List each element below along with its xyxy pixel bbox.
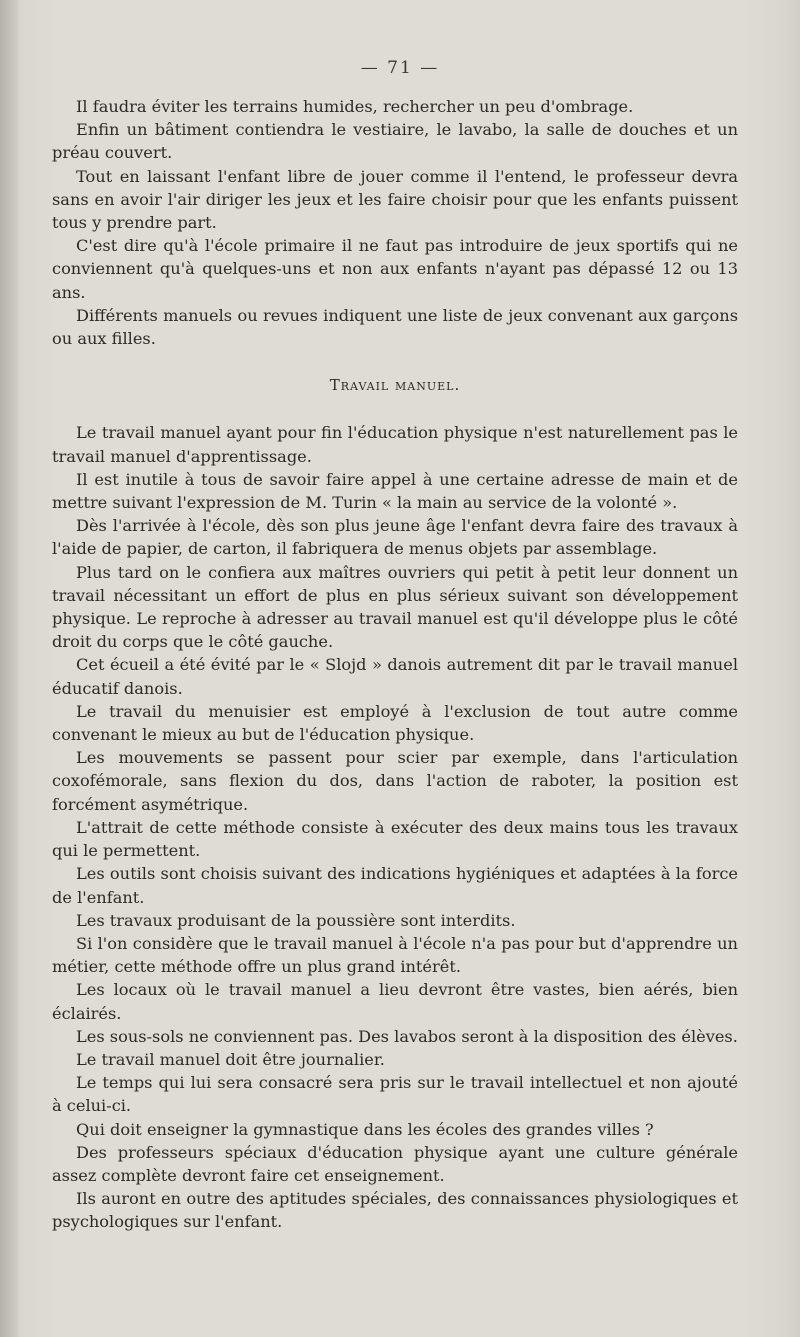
paragraph: Les locaux où le travail manuel a lieu devront être vastes, bien aérés, bien éclairés. bbox=[52, 980, 738, 1023]
paragraph: Des professeurs spéciaux d'éducation physique ayant une culture générale assez complète devront faire cet enseignement. bbox=[52, 1142, 738, 1185]
paragraph: Les outils sont choisis suivant des indications hygiéniques et adaptées à la force de l'enfant. bbox=[52, 864, 738, 907]
section-title: Travail manuel. bbox=[329, 376, 461, 395]
paragraph: Il est inutile à tous de savoir faire appel à une certaine adresse de main et de mettre suivant l'expression de M. Turin « la main au service de la volonté ». bbox=[52, 469, 738, 513]
paragraph: Si l'on considère que le travail manuel à l'école n'a pas pour but d'apprendre un métier, cette méthode offre un plus grand intérêt. bbox=[52, 933, 738, 977]
page-number: — 71 — bbox=[360, 58, 440, 78]
paragraph: C'est dire qu'à l'école primaire il ne faut pas introduire de jeux sportifs qui ne conviennent qu'à quelques-uns et non aux enfants n'ayant pas dépassé 12 ou 13 ans. bbox=[52, 236, 738, 302]
paragraph: Les mouvements se passent pour scier par exemple, dans l'articulation coxofémorale, sans flexion du dos, dans l'action de raboter, la position est forcément asymétrique. bbox=[52, 748, 738, 814]
paragraph: Tout en laissant l'enfant libre de jouer comme il l'entend, le professeur devra sans en avoir l'air diriger les jeux et les faire choisir pour que les enfants puissent tous y prendre part. bbox=[52, 166, 738, 233]
paragraph: Différents manuels ou revues indiquent une liste de jeux convenant aux garçons ou aux filles. bbox=[52, 305, 738, 349]
paragraph: Le travail du menuisier est employé à l'exclusion de tout autre comme convenant le mieux au but de l'éducation physique. bbox=[52, 701, 738, 745]
paragraph: L'attrait de cette méthode consiste à exécuter des deux mains tous les travaux qui le permettent. bbox=[52, 817, 738, 861]
paragraph: Les sous-sols ne conviennent pas. Des lavabos seront à la disposition des élèves. bbox=[76, 1026, 738, 1046]
paragraph: Les travaux produisant de la poussière sont interdits. bbox=[76, 910, 516, 930]
paragraph: Ils auront en outre des aptitudes spéciales, des connaissances physiologiques et psychologiques sur l'enfant. bbox=[52, 1189, 738, 1232]
paragraph: Qui doit enseigner la gymnastique dans les écoles des grandes villes ? bbox=[76, 1119, 654, 1139]
paragraph: Le travail manuel ayant pour fin l'éducation physique n'est naturellement pas le travail manuel d'apprentissage. bbox=[52, 423, 738, 466]
paragraph: Dès l'arrivée à l'école, dès son plus jeune âge l'enfant devra faire des travaux à l'aide de papier, de carton, il fabriquera de menus objets par assemblage. bbox=[52, 516, 738, 559]
paragraph: Le travail manuel doit être journalier. bbox=[76, 1049, 385, 1069]
paragraph: Il faudra éviter les terrains humides, rechercher un peu d'ombrage. bbox=[76, 97, 634, 116]
paragraph: Enfin un bâtiment contiendra le vestiaire, le lavabo, la salle de douches et un préau couvert. bbox=[52, 120, 738, 163]
body-text bbox=[52, 95, 738, 1234]
paragraph: Le temps qui lui sera consacré sera pris sur le travail intellectuel et non ajouté à celui-ci. bbox=[52, 1073, 738, 1116]
paragraph: Cet écueil a été évité par le « Slojd » danois autrement dit par le travail manuel éducatif danois. bbox=[52, 655, 738, 698]
paragraph: Plus tard on le confiera aux maîtres ouvriers qui petit à petit leur donnent un travail nécessitant un effort de plus en plus sérieux suivant son développement physique. Le reproche à adresser au travail manuel est qu'il développe plus le côté droit du corps que le côté gauche. bbox=[52, 562, 738, 652]
